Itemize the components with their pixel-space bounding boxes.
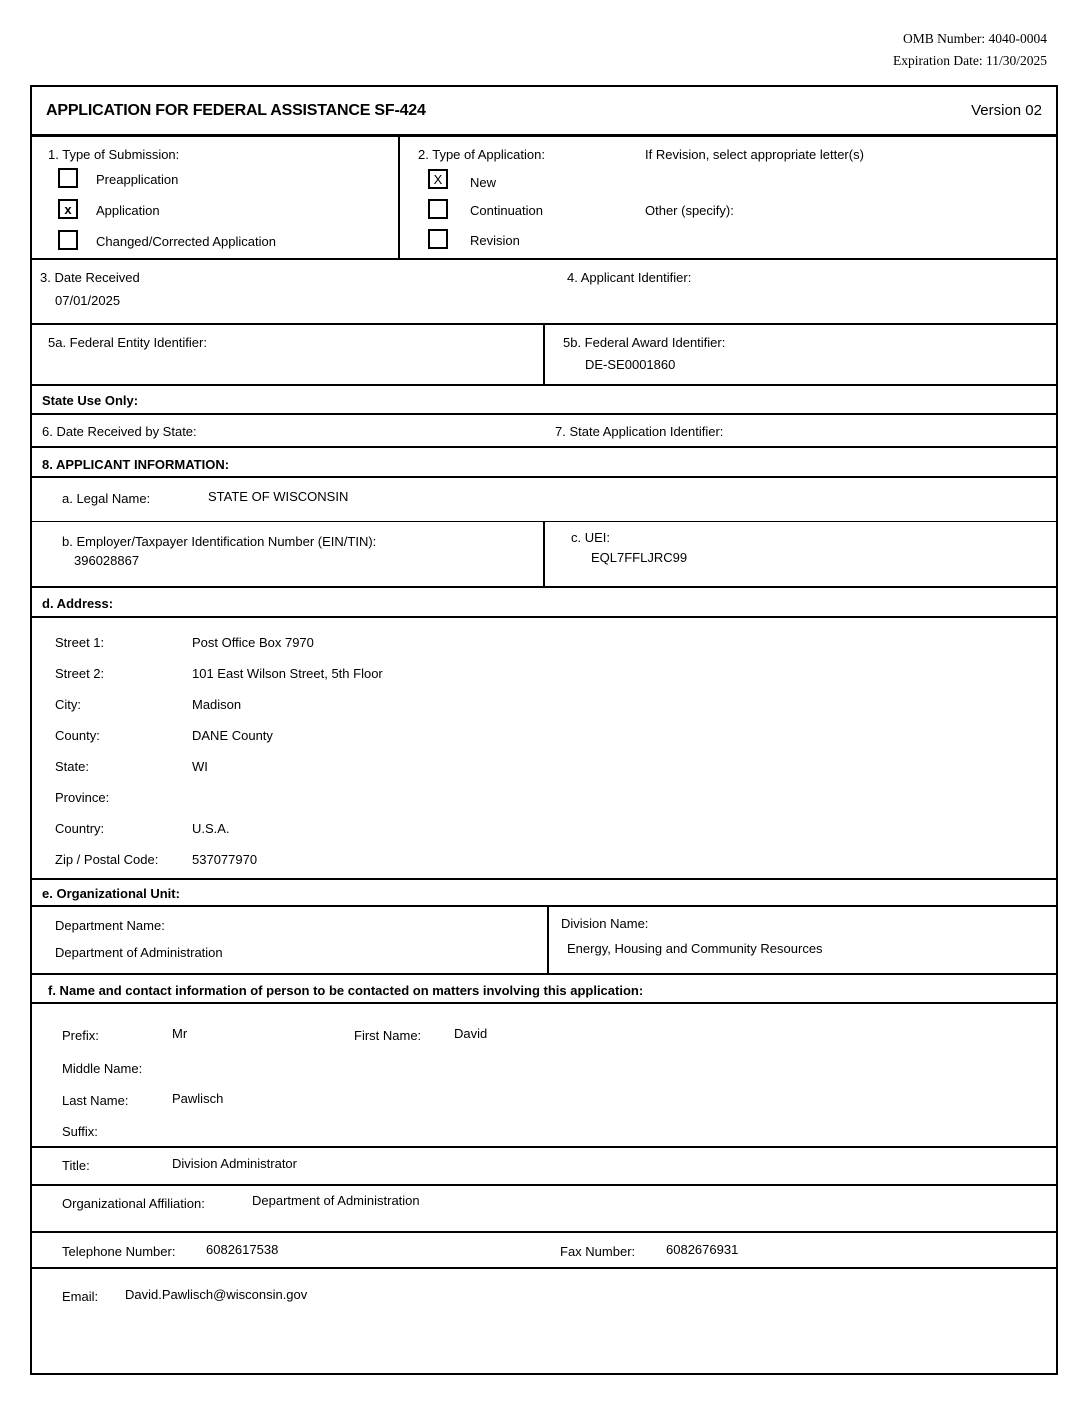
submission-application-row — [32, 137, 1056, 260]
city-label: City: — [55, 697, 81, 712]
checkbox-mark: x — [64, 201, 72, 217]
federal-identifier-row — [32, 325, 1056, 386]
city-value: Madison — [192, 697, 242, 712]
street2-label: Street 2: — [55, 666, 105, 681]
prefix-label: Prefix: — [62, 1028, 99, 1043]
state-value: WI — [192, 759, 208, 774]
contact-name-block — [32, 1004, 1056, 1148]
last-name-label: Last Name: — [62, 1093, 129, 1108]
address-header-row — [32, 588, 1056, 618]
applicant-information-label: 8. APPLICANT INFORMATION: — [42, 457, 230, 472]
suffix-label: Suffix: — [62, 1124, 98, 1139]
org-affiliation-value: Department of Administration — [252, 1193, 420, 1208]
checkbox-changed-corrected[interactable] — [58, 230, 78, 250]
date-received-label: 3. Date Received — [40, 270, 140, 285]
county-value: DANE County — [192, 728, 273, 743]
division-name-label: Division Name: — [561, 916, 649, 931]
state-dates-row — [32, 415, 1056, 448]
street1-value: Post Office Box 7970 — [192, 635, 314, 650]
zip-line — [32, 844, 1056, 875]
continuation-label: Continuation — [470, 203, 543, 218]
date-received-by-state-label: 6. Date Received by State: — [42, 424, 197, 439]
street2-line — [32, 658, 1056, 689]
telephone-label: Telephone Number: — [62, 1244, 176, 1259]
zip-value: 537077970 — [192, 852, 258, 867]
org-affiliation-label: Organizational Affiliation: — [62, 1196, 205, 1211]
state-application-identifier-label: 7. State Application Identifier: — [555, 424, 724, 439]
first-name-value: David — [454, 1026, 488, 1041]
form-header-row — [32, 87, 1056, 137]
email-label: Email: — [62, 1289, 99, 1304]
federal-award-identifier-cell — [545, 325, 1056, 384]
expiration-date: Expiration Date: 11/30/2025 — [893, 53, 1047, 68]
department-cell — [32, 907, 549, 973]
type-of-submission-label: 1. Type of Submission: — [48, 147, 180, 162]
street2-value: 101 East Wilson Street, 5th Floor — [192, 666, 383, 681]
zip-label: Zip / Postal Code: — [55, 852, 159, 867]
federal-entity-identifier-label: 5a. Federal Entity Identifier: — [48, 335, 207, 350]
other-specify-label: Other (specify): — [645, 203, 734, 218]
street1-label: Street 1: — [55, 635, 105, 650]
uei-cell — [545, 522, 1056, 586]
org-unit-label: e. Organizational Unit: — [42, 886, 180, 901]
country-line — [32, 813, 1056, 844]
contact-header-label: f. Name and contact information of person to be contacted on matters involving this application: — [48, 983, 644, 998]
title-value: Division Administrator — [172, 1156, 297, 1171]
date-received-value: 07/01/2025 — [55, 293, 121, 308]
email-row — [32, 1269, 1056, 1373]
title-row — [32, 1148, 1056, 1186]
org-affiliation-row — [32, 1186, 1056, 1233]
title-label: Title: — [62, 1158, 90, 1173]
legal-name-label: a. Legal Name: — [62, 491, 151, 506]
county-label: County: — [55, 728, 100, 743]
date-received-cell — [32, 260, 567, 323]
division-name-value: Energy, Housing and Community Resources — [567, 941, 823, 956]
first-name-label: First Name: — [354, 1028, 422, 1043]
province-line — [32, 782, 1056, 813]
checkbox-application[interactable] — [58, 199, 78, 219]
checkbox-new[interactable] — [428, 169, 448, 189]
ein-cell — [32, 522, 545, 586]
checkbox-continuation[interactable] — [428, 199, 448, 219]
date-received-row — [32, 260, 1056, 325]
department-name-value: Department of Administration — [55, 945, 223, 960]
address-label: d. Address: — [42, 596, 114, 611]
telephone-value: 6082617538 — [206, 1242, 279, 1257]
state-application-identifier-cell — [555, 415, 1056, 446]
applicant-identifier-label: 4. Applicant Identifier: — [567, 270, 692, 285]
omb-number: OMB Number: 4040-0004 — [903, 31, 1047, 46]
revision-label: Revision — [470, 233, 520, 248]
federal-award-identifier-value: DE-SE0001860 — [585, 357, 676, 372]
department-name-label: Department Name: — [55, 918, 165, 933]
form-version: Version 02 — [971, 102, 1042, 119]
email-value: David.Pawlisch@wisconsin.gov — [125, 1287, 308, 1302]
state-label: State: — [55, 759, 89, 774]
type-of-application-cell — [400, 137, 1056, 258]
country-value: U.S.A. — [192, 821, 230, 836]
phone-fax-row — [32, 1233, 1056, 1269]
street1-line — [32, 627, 1056, 658]
state-line — [32, 751, 1056, 782]
federal-entity-identifier-cell — [32, 325, 545, 384]
state-use-only-row — [32, 386, 1056, 415]
fax-value: 6082676931 — [666, 1242, 739, 1257]
fax-label: Fax Number: — [560, 1244, 636, 1259]
contact-header-row — [32, 975, 1056, 1004]
form-title: APPLICATION FOR FEDERAL ASSISTANCE SF-424 — [46, 101, 426, 119]
checkbox-preapplication[interactable] — [58, 168, 78, 188]
province-label: Province: — [55, 790, 110, 805]
ein-label: b. Employer/Taxpayer Identification Number (EIN/TIN): — [62, 534, 377, 549]
state-use-only-label: State Use Only: — [42, 393, 139, 408]
form-outer-box — [30, 85, 1058, 1375]
country-label: Country: — [55, 821, 105, 836]
application-label: Application — [96, 203, 160, 218]
changed-corrected-label: Changed/Corrected Application — [96, 234, 276, 249]
date-received-by-state-cell — [32, 415, 555, 446]
ein-value: 396028867 — [74, 553, 140, 568]
department-division-row — [32, 907, 1056, 975]
legal-name-value: STATE OF WISCONSIN — [208, 489, 349, 504]
checkbox-mark: X — [433, 171, 443, 187]
checkbox-revision[interactable] — [428, 229, 448, 249]
org-unit-header-row — [32, 880, 1056, 907]
preapplication-label: Preapplication — [96, 172, 179, 187]
new-label: New — [470, 175, 497, 190]
type-of-submission-cell — [32, 137, 400, 258]
revision-note-label: If Revision, select appropriate letter(s) — [645, 147, 864, 162]
applicant-information-header-row — [32, 448, 1056, 478]
city-line — [32, 689, 1056, 720]
division-cell — [549, 907, 1056, 973]
applicant-identifier-cell — [567, 260, 1056, 323]
county-line — [32, 720, 1056, 751]
last-name-value: Pawlisch — [172, 1091, 224, 1106]
prefix-value: Mr — [172, 1026, 188, 1041]
legal-name-row — [32, 478, 1056, 522]
ein-uei-row — [32, 522, 1056, 588]
middle-name-label: Middle Name: — [62, 1061, 143, 1076]
type-of-application-label: 2. Type of Application: — [418, 147, 545, 162]
uei-label: c. UEI: — [571, 530, 611, 545]
federal-award-identifier-label: 5b. Federal Award Identifier: — [563, 335, 726, 350]
omb-block — [893, 28, 1047, 72]
address-block — [32, 618, 1056, 880]
uei-value: EQL7FFLJRC99 — [591, 550, 688, 565]
